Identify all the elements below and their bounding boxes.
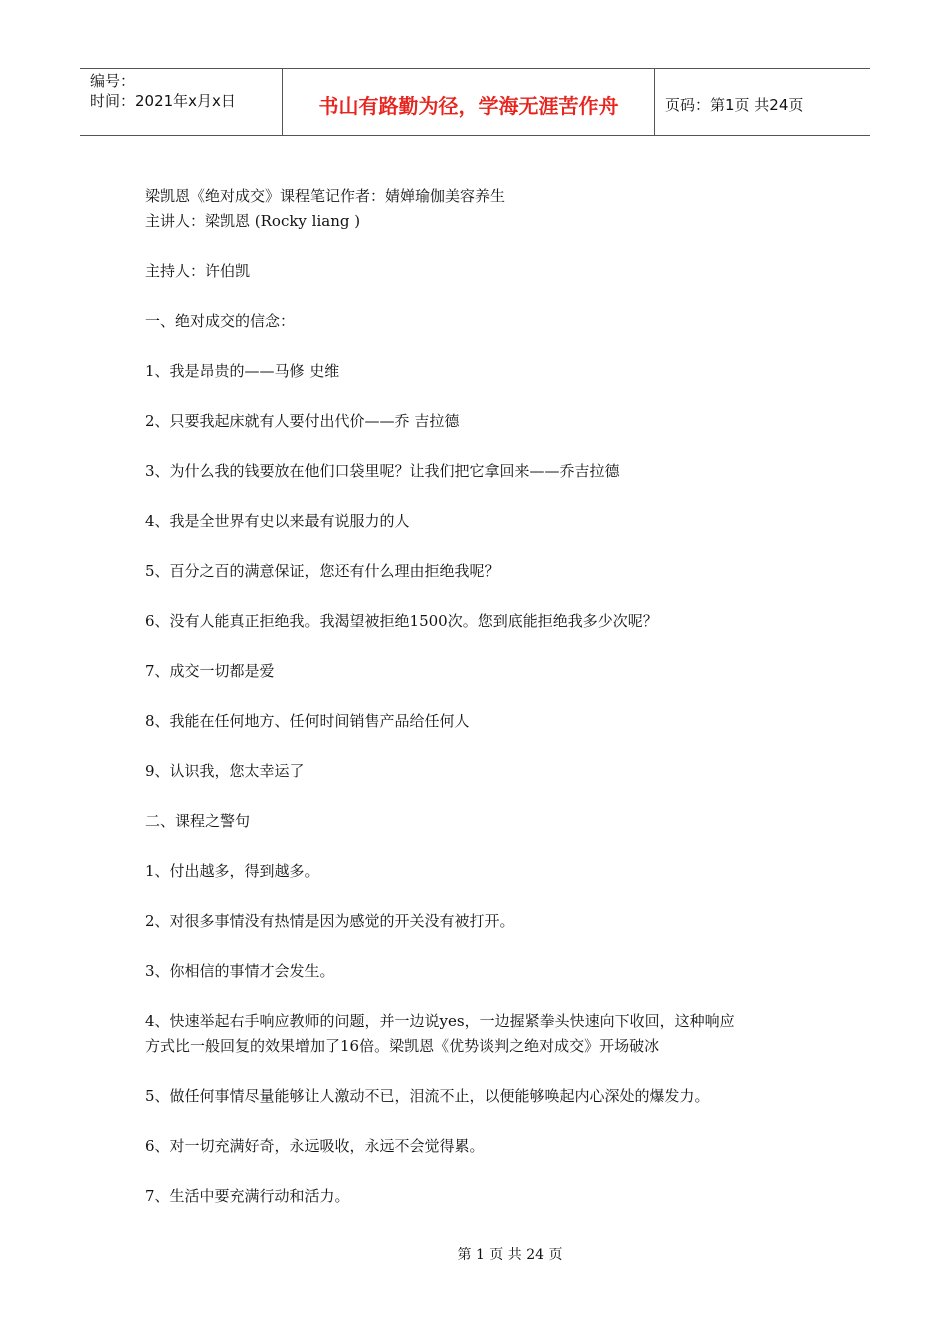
list-item: 8、我能在任何地方、任何时间销售产品给任何人 (145, 712, 470, 730)
list-item: 5、做任何事情尽量能够让人激动不已，泪流不止，以便能够唤起内心深处的爆发力。 (145, 1087, 710, 1105)
header-page-info: 页码：第1页 共24页 (665, 95, 804, 114)
list-item: 1、付出越多，得到越多。 (145, 862, 320, 880)
list-item: 2、对很多事情没有热情是因为感觉的开关没有被打开。 (145, 912, 515, 930)
list-item-continuation: 方式比一般回复的效果增加了16倍。梁凯恩《优势谈判之绝对成交》开场破冰 (145, 1037, 660, 1055)
section-heading-quotes: 二、课程之警句 (145, 812, 251, 830)
list-item: 4、快速举起右手响应教师的问题，并一边说yes，一边握紧拳头快速向下收回，这种响应 (145, 1012, 735, 1030)
list-item: 2、只要我起床就有人要付出代价——乔 吉拉德 (145, 412, 460, 430)
list-item: 9、认识我，您太幸运了 (145, 762, 305, 780)
list-item: 6、对一切充满好奇，永远吸收，永远不会觉得累。 (145, 1137, 485, 1155)
header-motto: 书山有路勤为径，学海无涯苦作舟 (282, 69, 655, 135)
list-item: 3、你相信的事情才会发生。 (145, 962, 335, 980)
header-meta (80, 69, 282, 135)
list-item: 6、没有人能真正拒绝我。我渴望被拒绝1500次。您到底能拒绝我多少次呢？ (145, 612, 658, 630)
list-item: 7、成交一切都是爱 (145, 662, 275, 680)
document-number-label: 编号： (90, 72, 136, 90)
list-item: 4、我是全世界有史以来最有说服力的人 (145, 512, 410, 530)
host-line: 主持人：许伯凯 (145, 262, 251, 280)
list-item: 1、我是昂贵的——马修 史维 (145, 362, 340, 380)
page-header (80, 68, 870, 136)
list-item: 5、百分之百的满意保证，您还有什么理由拒绝我呢？ (145, 562, 500, 580)
speaker-line: 主讲人：梁凯恩 (Rocky liang ) (145, 212, 361, 230)
page-footer: 第 1 页 共 24 页 (457, 1247, 563, 1263)
document-date: 时间：2021年x月x日 (90, 92, 236, 110)
doc-title-line: 梁凯恩《绝对成交》课程笔记作者：婧婵瑜伽美容养生 (145, 187, 506, 205)
document-body (145, 184, 825, 1209)
list-item: 7、生活中要充满行动和活力。 (145, 1187, 350, 1205)
section-heading-beliefs: 一、绝对成交的信念： (145, 312, 296, 330)
list-item: 3、为什么我的钱要放在他们口袋里呢？让我们把它拿回来——乔吉拉德 (145, 462, 620, 480)
